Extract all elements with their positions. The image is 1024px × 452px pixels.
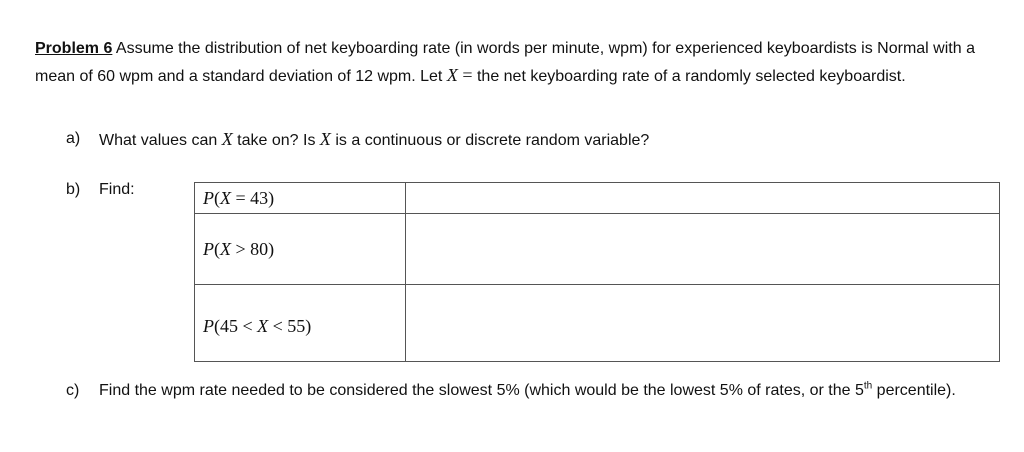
problem-title: Problem 6 bbox=[35, 40, 113, 57]
problem-equals: = bbox=[457, 65, 477, 85]
part-c-label: c) bbox=[66, 382, 80, 399]
part-c-question bbox=[99, 378, 1004, 404]
table-row bbox=[195, 214, 1000, 285]
part-c-text-1: Find the wpm rate needed to be considered the slowest 5% (which would be the lowest 5% of rates, or the 5 bbox=[99, 382, 864, 399]
find-table bbox=[194, 182, 1000, 362]
part-b-label: b) bbox=[66, 181, 81, 198]
part-a-question bbox=[99, 127, 649, 153]
answer-cell[interactable] bbox=[406, 183, 1000, 214]
part-a-variable-1: X bbox=[221, 129, 233, 149]
part-b-find: Find: bbox=[99, 181, 135, 198]
answer-cell[interactable] bbox=[406, 285, 1000, 362]
answer-cell[interactable] bbox=[406, 214, 1000, 285]
problem-variable: X bbox=[446, 65, 458, 85]
problem-text-2: the net keyboarding rate of a randomly selected keyboardist. bbox=[476, 68, 906, 85]
part-a-text-1: What values can bbox=[99, 132, 222, 149]
problem-text-1: Assume the distribution of net keyboarding rate (in words per minute, wpm) for experienced keyboardists is Normal with a mean of 60 wpm and a standard deviation of 12 wpm. Let bbox=[35, 40, 975, 85]
part-a-label: a) bbox=[66, 130, 81, 147]
table-row bbox=[195, 183, 1000, 214]
probability-expression: P(X = 43) bbox=[195, 183, 406, 214]
part-a-variable-2: X bbox=[319, 129, 331, 149]
part-c-superscript: th bbox=[863, 380, 873, 392]
probability-expression: P(45 < X < 55) bbox=[195, 285, 406, 362]
part-a-text-2: take on? Is bbox=[232, 132, 320, 149]
problem-statement bbox=[35, 36, 1003, 90]
part-c-text-2: percentile). bbox=[872, 382, 956, 399]
probability-expression: P(X > 80) bbox=[195, 214, 406, 285]
part-a-text-3: is a continuous or discrete random variable? bbox=[330, 132, 650, 149]
table-row bbox=[195, 285, 1000, 362]
